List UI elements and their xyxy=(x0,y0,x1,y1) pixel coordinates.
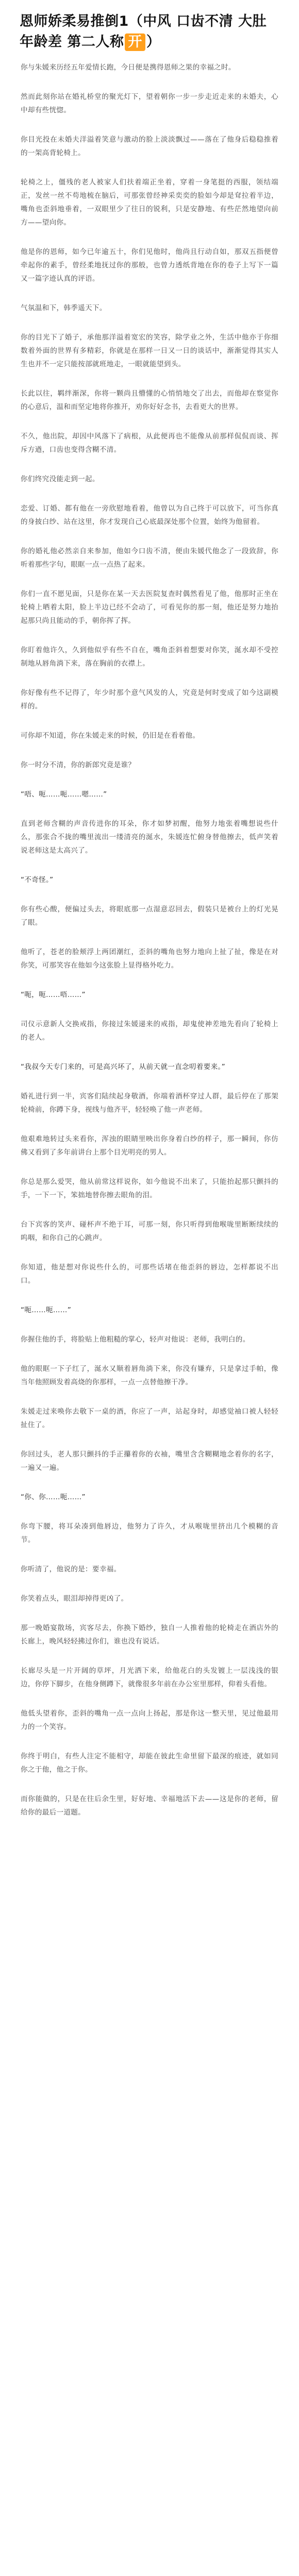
article-paragraph: “唔、呃……呃……嗯……” xyxy=(21,790,107,799)
article-paragraph: 你听清了，他说的是：要幸福。 xyxy=(21,1565,121,1573)
article-paragraph: 恋爱、订婚、都有他在一旁欣慰地看着，他曾以为自己终于可以放下，可当你真的身披白纱、站在这里，你才发现自己心底最深处那个位置，始终为他留着。 xyxy=(21,504,278,526)
article-paragraph: 你好像有些不记得了，年少时那个意气风发的人，究竟是何时变成了如今这副模样的。 xyxy=(21,689,278,710)
article-paragraph: 他是你的恩师，如今已年逾五十，你们见他时，他尚且行动自如，那双五指便曾牵起你的素手，曾经柔地抚过你的那般，也曾力透纸背地在你的卷子上写下一篇又一篇字迹认真的评语。 xyxy=(21,248,278,283)
article-paragraph: 然而此刻你站在婚礼桥堂的聚光灯下，望着朝你一步一步走近走来的未婚夫，心中却有些恍惚。 xyxy=(21,93,278,114)
article-paragraph: 他的眼眶一下子红了，涎水又顺着唇角淌下来，你没有嫌弃，只是拿过手帕，像当年他照顾发着高烧的你那样，一点一点替他擦干净。 xyxy=(21,1365,278,1386)
article-paragraph: 你盯着他许久，久到他似乎有些不自在，嘴角歪斜着想要对你笑，涎水却不受控制地从唇角淌下来，落在胸前的衣襟上。 xyxy=(21,646,278,668)
article-paragraph: “呃……呃……” xyxy=(21,1306,72,1314)
article-paragraph: 气氛温和下，韩季遥天下。 xyxy=(21,304,107,312)
article-paragraph: 那一晚婚宴散场，宾客尽去，你换下婚纱，独自一人推着他的轮椅走在酒店外的长廊上，晚风轻轻拂过你们，谁也没有说话。 xyxy=(21,1624,278,1646)
article-paragraph: 你们终究没能走到一起。 xyxy=(21,475,99,483)
article-paragraph: 你目光投在未婚夫洋溢着笑意与激动的脸上淡淡飘过——落在了他身后稳稳推着的一架高背轮椅上。 xyxy=(21,135,278,157)
article-paragraph: “呃，呃……唔……” xyxy=(21,991,86,999)
article-paragraph: 你弯下腰，将耳朵凑到他唇边，他努力了许久，才从喉咙里挤出几个模糊的音节。 xyxy=(21,1522,278,1544)
article-paragraph: 你有些心酸，便偏过头去，将眼底那一点湿意忍回去，假装只是被台上的灯光晃了眼。 xyxy=(21,905,278,927)
article-paragraph: 你知道，他是想对你说些什么的，可那些话堵在他歪斜的唇边，怎样都说不出口。 xyxy=(21,1263,278,1285)
article-paragraph: 你总是那么爱哭，他从前常这样说你，如今他说不出来了，只能抬起那只颤抖的手，一下一下，笨拙地替你擦去眼角的泪。 xyxy=(21,1178,278,1199)
article-paragraph: 司仪示意新人交换戒指，你接过朱媛递来的戒指，却鬼使神差地先看向了轮椅上的老人。 xyxy=(21,1020,278,1042)
article-paragraph: 你终于明白，有些人注定不能相守，却能在彼此生命里留下最深的痕迹，就如同你之于他，他之于你。 xyxy=(21,1752,278,1774)
article-title-tail: ） xyxy=(146,34,161,50)
article-paragraph: 你笑着点头，眼泪却掉得更凶了。 xyxy=(21,1595,128,1603)
article-paragraph: 你的目光下了婚子，承他那洋溢着宽宏的笑容，除学业之外，生活中他亦于你细数着外面的世界有多精彩，你就是在那样一日又一日的谈话中，渐渐觉得其实人生也并不一定只能按部就班地走，一眼就能望到头。 xyxy=(21,333,278,368)
title-tag-badge: 开 xyxy=(125,33,145,51)
article-paragraph: 你握住他的手，将脸贴上他粗糙的掌心，轻声对他说：老师，我明白的。 xyxy=(21,1335,250,1344)
article-paragraph: 直到老师含糊的声音传进你的耳朵，你才如梦初醒，他努力地张着嘴想说些什么，那张合不拢的嘴里流出一缕清亮的涎水，朱媛连忙俯身替他擦去，低声笑着说老师这是太高兴了。 xyxy=(21,820,278,855)
article-paragraph: 他听了，苍老的脸颊浮上两团潮红，歪斜的嘴角也努力地向上扯了扯，像是在对你笑，可那笑容在他如今这张脸上显得格外吃力。 xyxy=(21,948,278,970)
article-paragraph: 婚礼进行到一半，宾客们陆续起身敬酒，你端着酒杯穿过人群，最后停在了那架轮椅前，你蹲下身，视线与他齐平，轻轻唤了他一声老师。 xyxy=(21,1092,278,1114)
article-paragraph: 轮椅之上，僵残的老人被家人们扶着端正坐着，穿着一身笔挺的西服，领结端正，发丝一丝不苟地梳在脑后，可那张曾经神采奕奕的脸如今却是耷拉着半边，嘴角也歪斜地垂着，一双眼里少了往日的锐利，只是安静地、有些茫然地望向前方——望向你。 xyxy=(21,178,278,227)
article-body xyxy=(0,53,299,1819)
article-paragraph: 你们一直不愿见面，只是你在某一天去医院复查时偶然看见了他，他那时正坐在轮椅上晒着太阳，脸上半边已经不会动了，可看见你的那一刻，他还是努力地抬起那只尚且能动的手，朝你挥了挥。 xyxy=(21,590,278,625)
article-title xyxy=(0,0,299,53)
article-paragraph: 你回过头，老人那只颤抖的手正攥着你的衣袖，嘴里含含糊糊地念着你的名字，一遍又一遍。 xyxy=(21,1450,278,1472)
article-paragraph: 长廊尽头是一片开阔的草坪，月光洒下来，给他花白的头发镀上一层浅浅的银边，你停下脚步，在他身侧蹲下，就像很多年前在办公室里那样，仰着头看他。 xyxy=(21,1667,278,1688)
article-paragraph: 朱媛走过来唤你去敬下一桌的酒，你应了一声，站起身时，却感觉袖口被人轻轻扯住了。 xyxy=(21,1408,278,1429)
article-paragraph: 可你却不知道，你在朱媛走来的时候，仍旧是在看着他。 xyxy=(21,732,200,740)
article-paragraph: 不久，他出院，却因中风落下了病根，从此便再也不能像从前那样侃侃而谈、挥斥方遒，口齿也变得含糊不清。 xyxy=(21,432,278,454)
article-paragraph: 他艰难地转过头来看你，浑浊的眼睛里映出你身着白纱的样子，那一瞬间，你仿佛又看到了多年前讲台上那个目光明亮的男人。 xyxy=(21,1135,278,1157)
article-paragraph: 而你能做的，只是在往后余生里，好好地、幸福地活下去——这是你的老师，留给你的最后一道题。 xyxy=(21,1795,278,1817)
article-title-text: 恩师娇柔易推倒1（中风 口齿不清 大肚 年龄差 第二人称 xyxy=(20,13,267,50)
article-paragraph: “你、你……呃……” xyxy=(21,1493,86,1501)
article-paragraph: 你的婚礼他必然亲自来参加，他如今口齿不清，便由朱媛代他念了一段致辞，你听着那些字句，眼眶一点一点热了起来。 xyxy=(21,547,278,569)
article-paragraph: “我叔今天专门来的，可是高兴坏了，从前天就一直念叨着要来。” xyxy=(21,1063,225,1071)
article-paragraph: “不奇怪。” xyxy=(21,876,54,884)
article-paragraph: 你一时分不清，你的新郎究竟是谁？ xyxy=(21,761,136,769)
article-paragraph: 长此以往，羁绊渐深，你将一颗尚且懵懂的心悄悄地交了出去，而他却在察觉你的心意后，温和而坚定地将你推开，劝你好好念书，去看更大的世界。 xyxy=(21,389,278,411)
article-paragraph: 他低头望着你，歪斜的嘴角一点一点向上扬起，那是你这一整天里，见过他最用力的一个笑容。 xyxy=(21,1709,278,1731)
article-paragraph: 台下宾客的笑声、碰杯声不绝于耳，可那一刻，你只听得到他喉咙里断断续续的呜咽，和你自己的心跳声。 xyxy=(21,1221,278,1242)
article-paragraph: 你与朱媛来历经五年爱情长跑，今日便是携得恩师之果的幸福之时。 xyxy=(21,63,236,72)
